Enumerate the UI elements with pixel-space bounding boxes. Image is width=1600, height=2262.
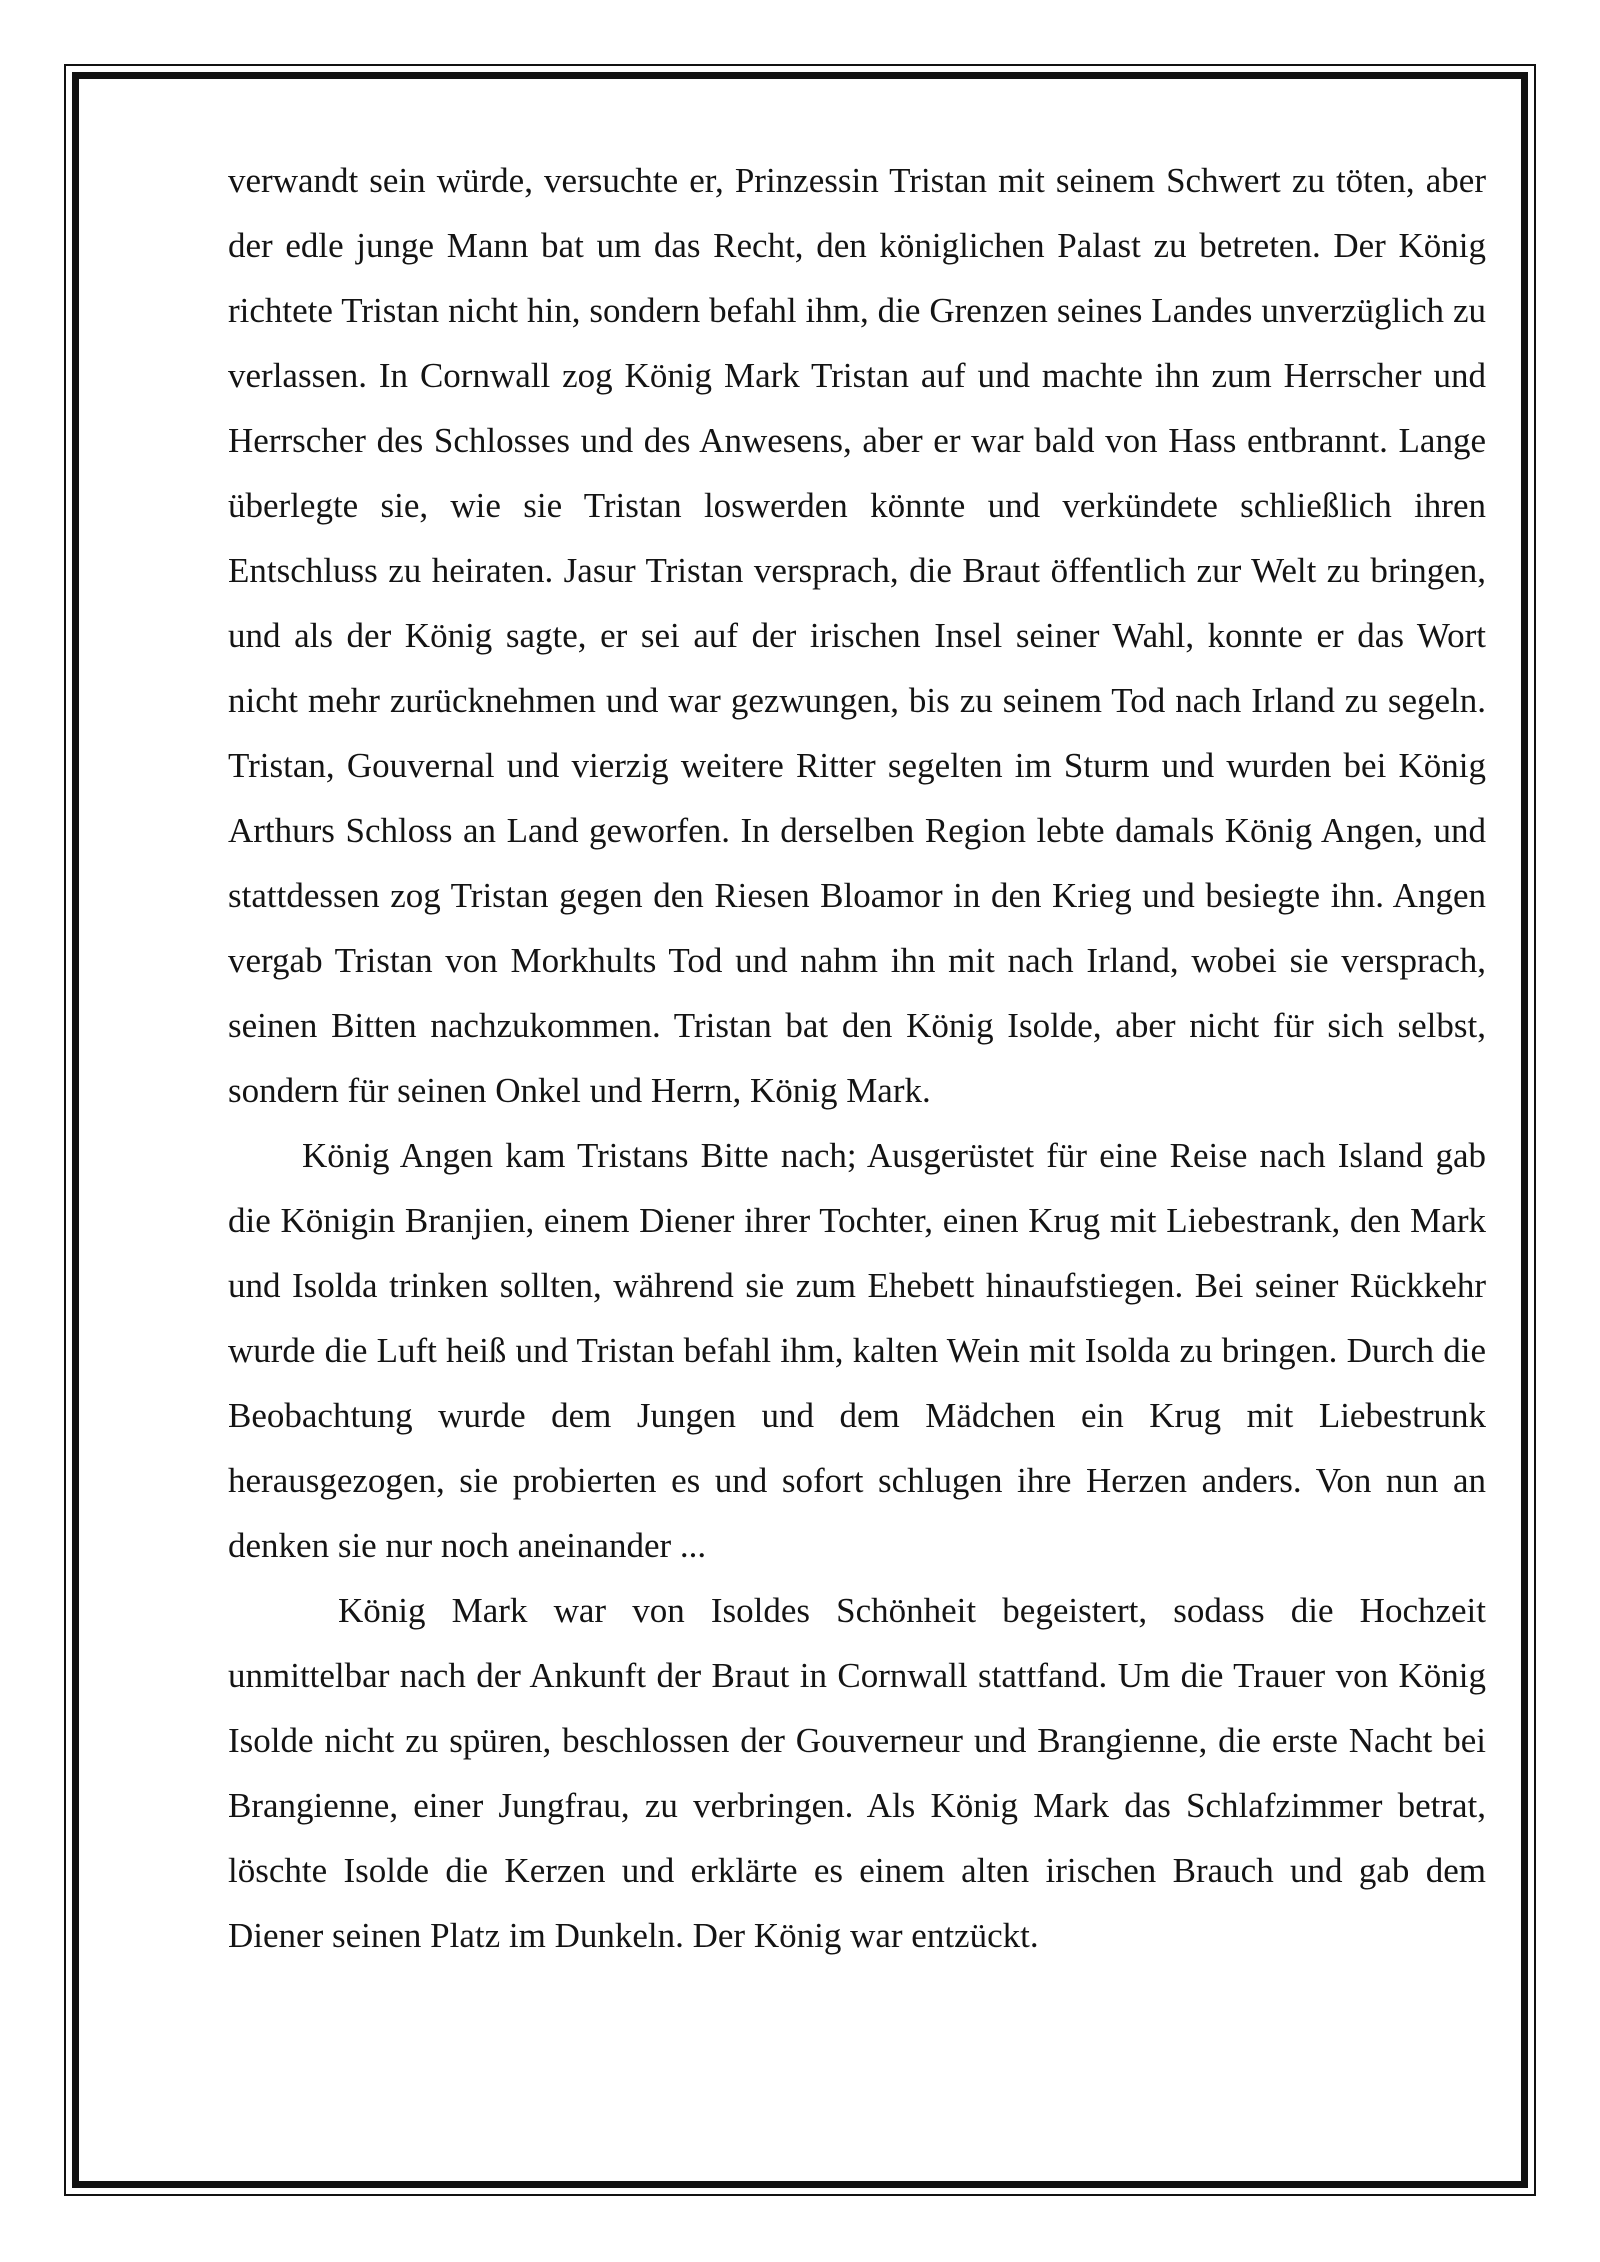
body-text [228,148,1486,1968]
paragraph-1: verwandt sein würde, versuchte er, Prinzessin Tristan mit seinem Schwert zu töten, aber der edle junge Mann bat um das Recht, den königlichen Palast zu betreten. Der König richtete Tristan nicht hin, sondern befahl ihm, die Grenzen seines Landes unverzüglich zu verlassen. In Cornwall zog König Mark Tristan auf und machte ihn zum Herrscher und Herrscher des Schlosses und des Anwesens, aber er war bald von Hass entbrannt. Lange überlegte sie, wie sie Tristan loswerden könnte und verkündete schließlich ihren Entschluss zu heiraten. Jasur Tristan versprach, die Braut öffentlich zur Welt zu bringen, und als der König sagte, er sei auf der irischen Insel seiner Wahl, konnte er das Wort nicht mehr zurücknehmen und war gezwungen, bis zu seinem Tod nach Irland zu segeln. Tristan, Gouvernal und vierzig weitere Ritter segelten im Sturm und wurden bei König Arthurs Schloss an Land geworfen. In derselben Region lebte damals König Angen, und stattdessen zog Tristan gegen den Riesen Bloamor in den Krieg und besiegte ihn. Angen vergab Tristan von Morkhults Tod und nahm ihn mit nach Irland, wobei sie versprach, seinen Bitten nachzukommen. Tristan bat den König Isolde, aber nicht für sich selbst, sondern für seinen Onkel und Herrn, König Mark. [228,161,1486,1110]
paragraph-3: König Mark war von Isoldes Schönheit begeistert, sodass die Hochzeit unmittelbar nach der Ankunft der Braut in Cornwall stattfand. Um die Trauer von König Isolde nicht zu spüren, beschlossen der Gouverneur und Brangienne, die erste Nacht bei Brangienne, einer Jungfrau, zu verbringen. Als König Mark das Schlafzimmer betrat, löschte Isolde die Kerzen und erklärte es einem alten irischen Brauch und gab dem Diener seinen Platz im Dunkeln. Der König war entzückt. [228,1591,1486,1955]
paragraph-2: König Angen kam Tristans Bitte nach; Ausgerüstet für eine Reise nach Island gab die Königin Branjien, einem Diener ihrer Tochter, einen Krug mit Liebestrank, den Mark und Isolda trinken sollten, während sie zum Ehebett hinaufstiegen. Bei seiner Rückkehr wurde die Luft heiß und Tristan befahl ihm, kalten Wein mit Isolda zu bringen. Durch die Beobachtung wurde dem Jungen und dem Mädchen ein Krug mit Liebestrunk herausgezogen, sie probierten es und sofort schlugen ihre Herzen anders. Von nun an denken sie nur noch aneinander ... [228,1136,1486,1565]
